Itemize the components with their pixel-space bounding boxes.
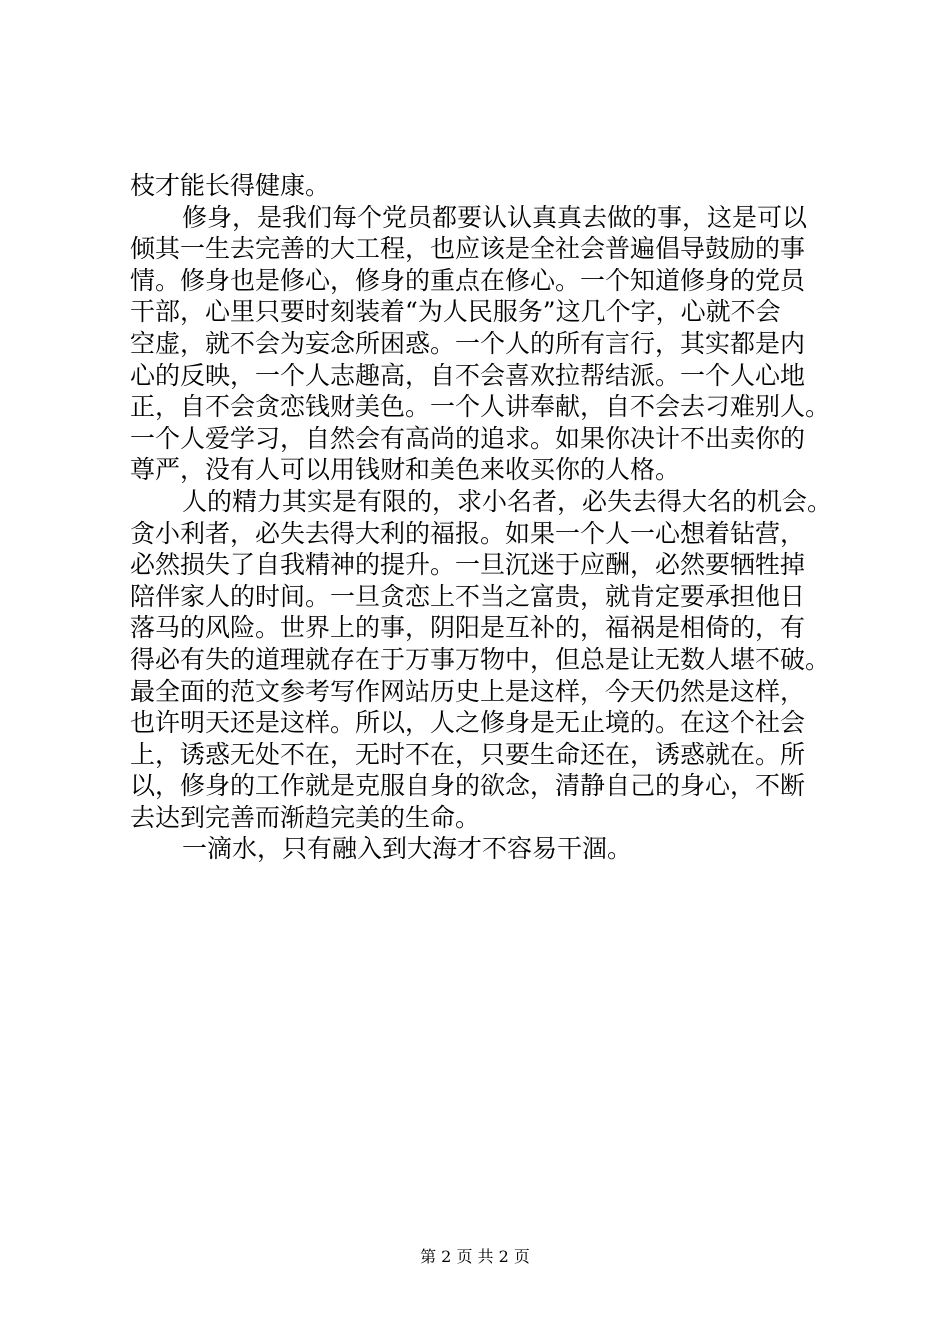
text-line: 人的精力其实是有限的，求小名者，必失去得大名的机会。 [182, 486, 833, 516]
text-line: 上，诱惑无处不在，无时不在，只要生命还在，诱惑就在。所 [130, 739, 806, 769]
text-line: 贪小利者，必失去得大利的福报。如果一个人一心想着钻营， [130, 518, 806, 548]
text-line: 正，自不会贪恋钱财美色。一个人讲奉献，自不会去刁难别人。 [130, 392, 831, 422]
document-body [130, 170, 848, 865]
text-line: 落马的风险。世界上的事，阴阳是互补的，福祸是相倚的，有 [130, 613, 806, 643]
text-line: 一滴水，只有融入到大海才不容易干涸。 [182, 834, 633, 864]
text-line: 最全面的范文参考写作网站历史上是这样，今天仍然是这样， [130, 676, 806, 706]
text-line: 修身，是我们每个党员都要认认真真去做的事，这是可以 [182, 202, 808, 232]
text-line: 一个人爱学习，自然会有高尚的追求。如果你决计不出卖你的 [130, 423, 806, 453]
text-line: 倾其一生去完善的大工程，也应该是全社会普遍倡导鼓励的事 [130, 234, 806, 264]
text-line: 必然损失了自我精神的提升。一旦沉迷于应酬，必然要牺牲掉 [130, 550, 806, 580]
text-line: 陪伴家人的时间。一旦贪恋上不当之富贵，就肯定要承担他日 [130, 581, 806, 611]
text-line: 以，修身的工作就是克服自身的欲念，清静自己的身心，不断 [130, 771, 806, 801]
text-line: 干部，心里只要时刻装着“为人民服务”这几个字，心就不会 [130, 297, 781, 327]
text-line: 空虚，就不会为妄念所困惑。一个人的所有言行，其实都是内 [130, 328, 806, 358]
text-line: 情。修身也是修心，修身的重点在修心。一个知道修身的党员 [130, 265, 806, 295]
text-line: 尊严，没有人可以用钱财和美色来收买你的人格。 [130, 455, 681, 485]
text-line: 去达到完善而渐趋完美的生命。 [130, 802, 481, 832]
page-footer: 第 2 页 共 2 页 [420, 1247, 530, 1266]
text-line: 也许明天还是这样。所以，人之修身是无止境的。在这个社会 [130, 708, 806, 738]
text-line: 枝才能长得健康。 [130, 171, 331, 200]
text-line: 得必有失的道理就存在于万事万物中，但总是让无数人堪不破。 [130, 644, 831, 674]
text-line: 心的反映，一个人志趣高，自不会喜欢拉帮结派。一个人心地 [130, 360, 806, 390]
